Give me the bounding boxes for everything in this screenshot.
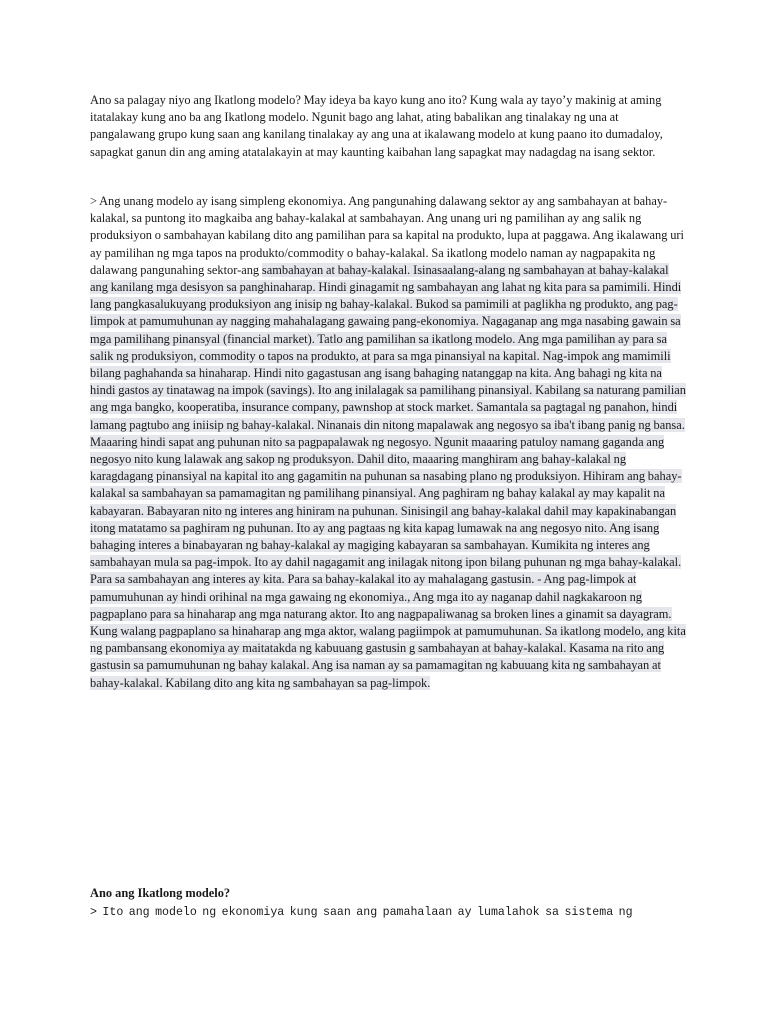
third-model-paragraph: > Ito ang modelo ng ekonomiya kung saan ang pamahalaan ay lumalahok sa sistema ng bbox=[90, 906, 633, 919]
intro-paragraph: Ano sa palagay niyo ang Ikatlong modelo? May ideya ba kayo kung ano ito? Kung wala ay tayo’y makinig at aming itatalakay kung ano ba ang Ikatlong modelo. Ngunit bago ang lahat, ating babalikan ang tinalakay ng una at pangalawang grupo kung saan ang kanilang tinalakay ay ang una at ikalawang modelo at kung paano ito dumadaloy, sapagkat ganun din ang aming atatalakayin at may kaunting kaibahan lang sapagkat may nadagdag na isang sektor. bbox=[90, 93, 663, 159]
first-model-intro-text: > Ang unang modelo ay isang simpleng ekonomiya. Ang pangunahing dalawang sektor ay ang sambahayan at bahay-kalakal, sa puntong ito magkaiba ang bahay-kalakal at sambahayan. Ang unang uri ng pamilihan ay ang salik ng produksiyon o sambahayan kabilang dito ang pamilihan para sa kapital na produkto, lupa at paggawa. Ang ikalawang uri ay pamilihan ng mga tapos na produkto/commodity o bahay-kalakal. Sa ikatlong modelo naman ay nagpapakita ng dalawang pangunahing sektor-ang bbox=[90, 194, 684, 277]
first-model-paragraph bbox=[90, 193, 686, 692]
section-heading: Ano ang Ikatlong modelo? bbox=[90, 886, 231, 900]
highlighted-text: sambahayan at bahay-kalakal. Isinasaalang-alang ng sambahayan at bahay-kalakal ang kanilang mga desisyon sa panghinaharap. Hindi ginagamit ng sambahayan ang lahat ng kita para sa pamimili. Hindi lang pangkasalukuyang produksiyon ang inisip ng bahay-kalakal. Bukod sa pamimili at paglikha ng produkto, ang pag-limpok at pamumuhunan ay nagging mahahalagang gawaing pang-ekonomiya. Nagaganap ang mga nasabing gawain sa mga pamilihang pinansyal (financial market). Tatlo ang pamilihan sa ikatlong modelo. Ang mga pamilihan ay para sa salik ng produksiyon, commodity o tapos na produkto, at para sa mga pinansiyal na kapital. Nag-impok ang mamimili bilang paghahanda sa hinaharap. Hindi nito gagastusan ang isang bahaging natanggap na kita. Ang bahagi ng kita na hindi gastos ay tinatawag na impok (savings). Ito ang inilalagak sa pamilihang pinansiyal. Kabilang sa naturang pamilian ang mga bangko, kooperatiba, insurance company, pawnshop at stock market. Samantala sa pagtagal ng panahon, hindi lamang pagtubo ang iniisip ng bahay-kalakal. Ninanais din nitong mapalawak ang negosyo sa iba't ibang panig ng bansa. Maaaring hindi sapat ang puhunan nito sa pagpapalawak ng negosyo. Ngunit maaaring patuloy namang gaganda ang negosyo nito kung lalawak ang sakop ng produksyon. Dahil dito, maaaring manghiram ang bahay-kalakal ng karagdagang pinansiyal na kapital ito ang gagamitin na puhunan sa nasabing plano ng produksiyon. Hihiram ang bahay-kalakal sa sambahayan sa pamamagitan ng pamilihang pinansiyal. Ang paghiram ng bahay kalakal ay may kapalit na kabayaran. Babayaran nito ng interes ang hiniram na puhunan. Sinisingil ang bahay-kalakal dahil may kapakinabangan itong matatamo sa paghiram ng puhunan. Ito ay ang pagtaas ng kita kapag lumawak na ang negosyo nito. Ang isang bahaging interes a binabayaran ng bahay-kalakal ay magiging kabayaran sa sambahayan. Kumikita ng interes ang sambahayan mula sa pag-impok. Ito ay dahil nagagamit ang inilagak nitong ipon bilang puhunan ng mga bahay-kalakal. Para sa sambahayan ang interes ay kita. Para sa bahay-kalakal ito ay mahalagang gastusin. - Ang pag-limpok at pamumuhunan ay hindi orihinal na mga gawaing ng ekonomiya., Ang mga ito ay naganap dahil nagkakaroon ng pagpaplano para sa hinaharap ang mga naturang aktor. Ito ang nagpapaliwanag sa broken lines a ginamit sa dayagram. Kung walang pagpaplano sa hinaharap ang mga aktor, walang pagiimpok at pamumuhunan. Sa ikatlong modelo, ang kita ng pambansang ekonomiya ay maitatakda ng kabuuang gastusin g sambahayan at bahay-kalakal. Kasama na rito ang gastusin sa pamumuhunan ng bahay kalakal. Ang isa naman ay sa pamamagitan ng kabuuang kita ng sambahayan at bahay-kalakal. Kabilang dito ang kita ng sambahayan sa pag-limpok. bbox=[90, 262, 687, 690]
